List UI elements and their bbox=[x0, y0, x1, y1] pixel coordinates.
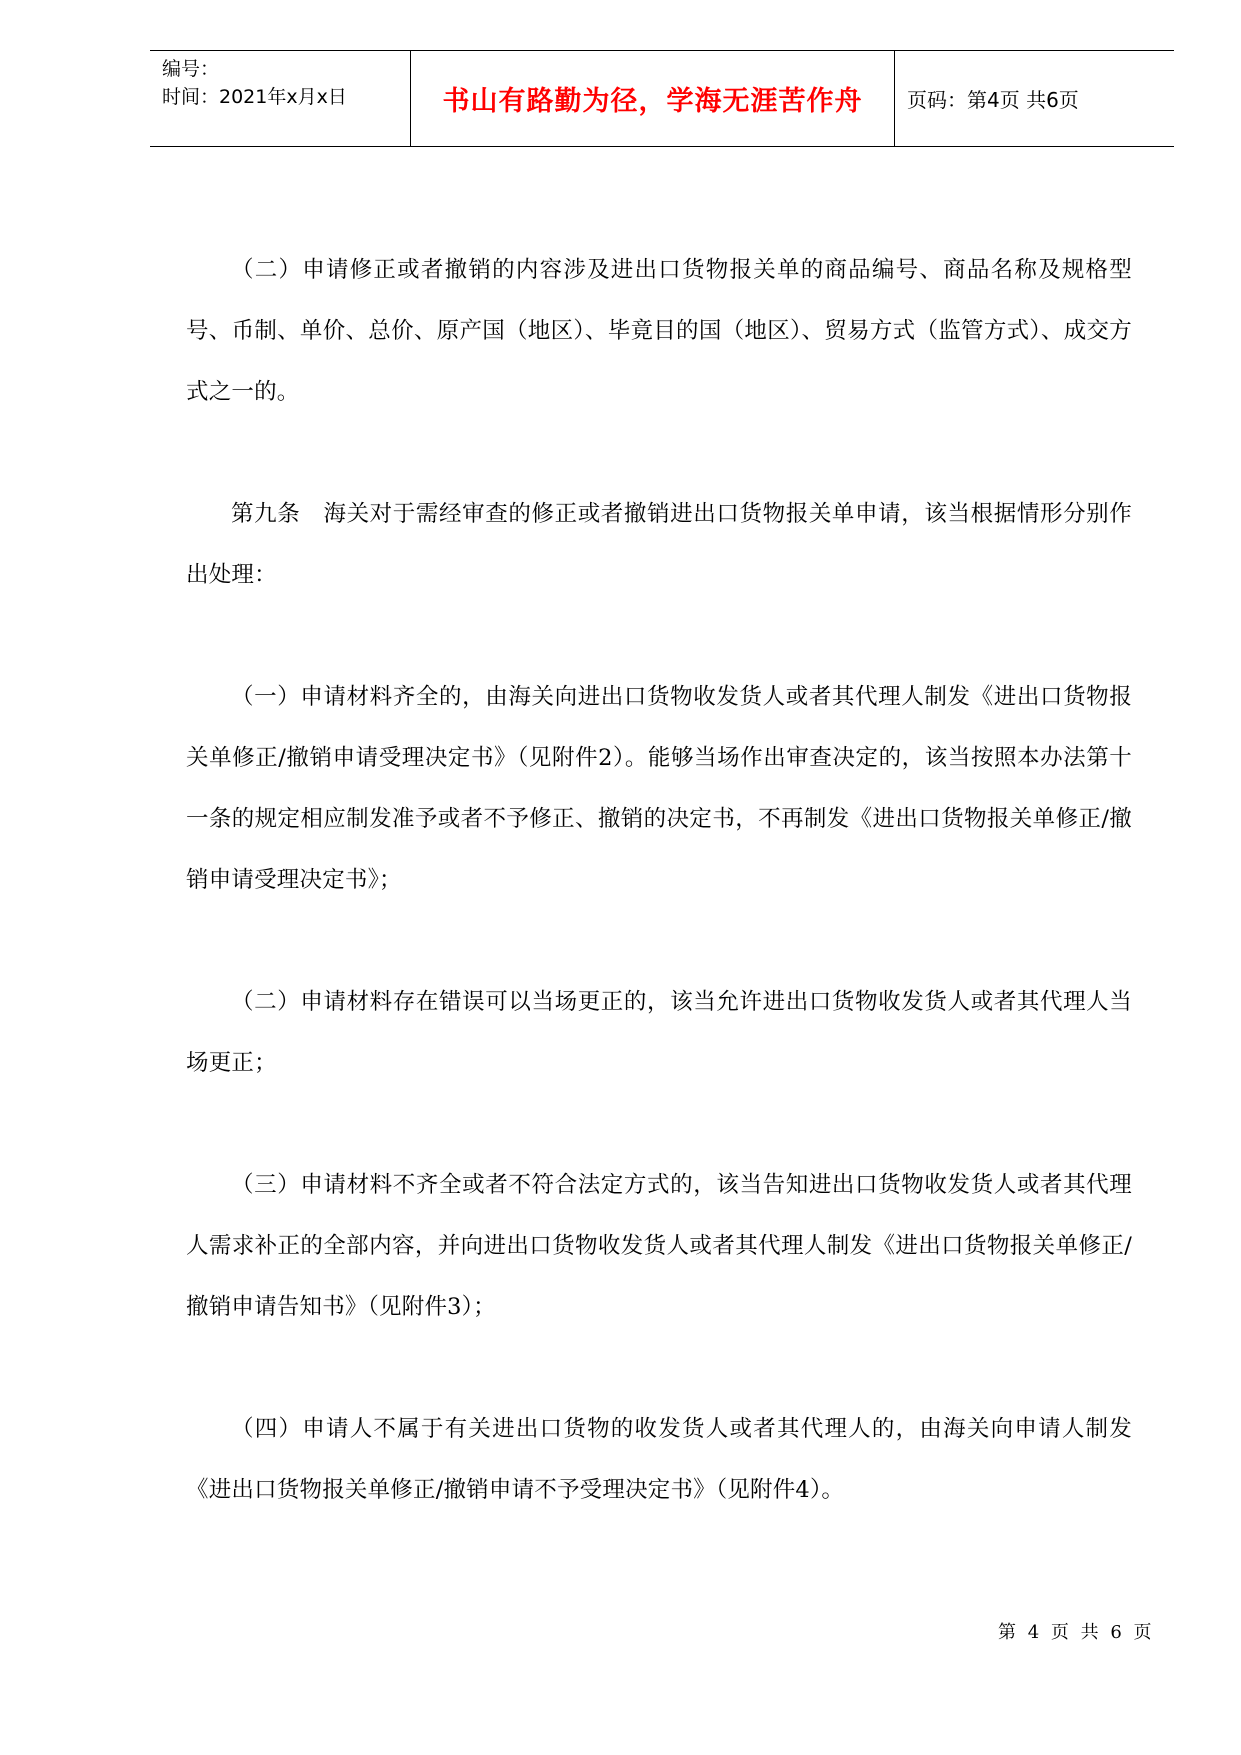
page-header bbox=[150, 50, 1174, 147]
document-body bbox=[186, 240, 1132, 1521]
header-motto: 书山有路勤为径，学海无涯苦作舟 bbox=[411, 51, 895, 146]
header-page-info: 页码：第4页 共6页 bbox=[907, 88, 1079, 112]
paragraph: （四）申请人不属于有关进出口货物的收发货人或者其代理人的，由海关向申请人制发《进出口货物报关单修正/撤销申请不予受理决定书》（见附件4）。 bbox=[186, 1416, 1132, 1503]
paragraph: （三）申请材料不齐全或者不符合法定方式的，该当告知进出口货物收发货人或者其代理人需求补正的全部内容，并向进出口货物收发货人或者其代理人制发《进出口货物报关单修正/撤销申请告知书》（见附件3）； bbox=[186, 1172, 1132, 1320]
paragraph: （一）申请材料齐全的，由海关向进出口货物收发货人或者其代理人制发《进出口货物报关单修正/撤销申请受理决定书》（见附件2）。能够当场作出审查决定的，该当按照本办法第十一条的规定相应制发准予或者不予修正、撤销的决定书，不再制发《进出口货物报关单修正/撤销申请受理决定书》； bbox=[186, 684, 1132, 893]
header-meta bbox=[150, 51, 411, 146]
page-footer: 第 4 页 共 6 页 bbox=[998, 1622, 1155, 1643]
document-time-label: 时间：2021年x月x日 bbox=[162, 86, 347, 108]
paragraph: 第九条 海关对于需经审查的修正或者撤销进出口货物报关单申请，该当根据情形分别作出处理： bbox=[186, 501, 1132, 588]
paragraph: （二）申请材料存在错误可以当场更正的，该当允许进出口货物收发货人或者其代理人当场更正； bbox=[186, 989, 1132, 1076]
document-number-label: 编号： bbox=[162, 58, 220, 80]
paragraph: （二）申请修正或者撤销的内容涉及进出口货物报关单的商品编号、商品名称及规格型号、币制、单价、总价、原产国（地区）、毕竟目的国（地区）、贸易方式（监管方式）、成交方式之一的。 bbox=[186, 257, 1132, 405]
